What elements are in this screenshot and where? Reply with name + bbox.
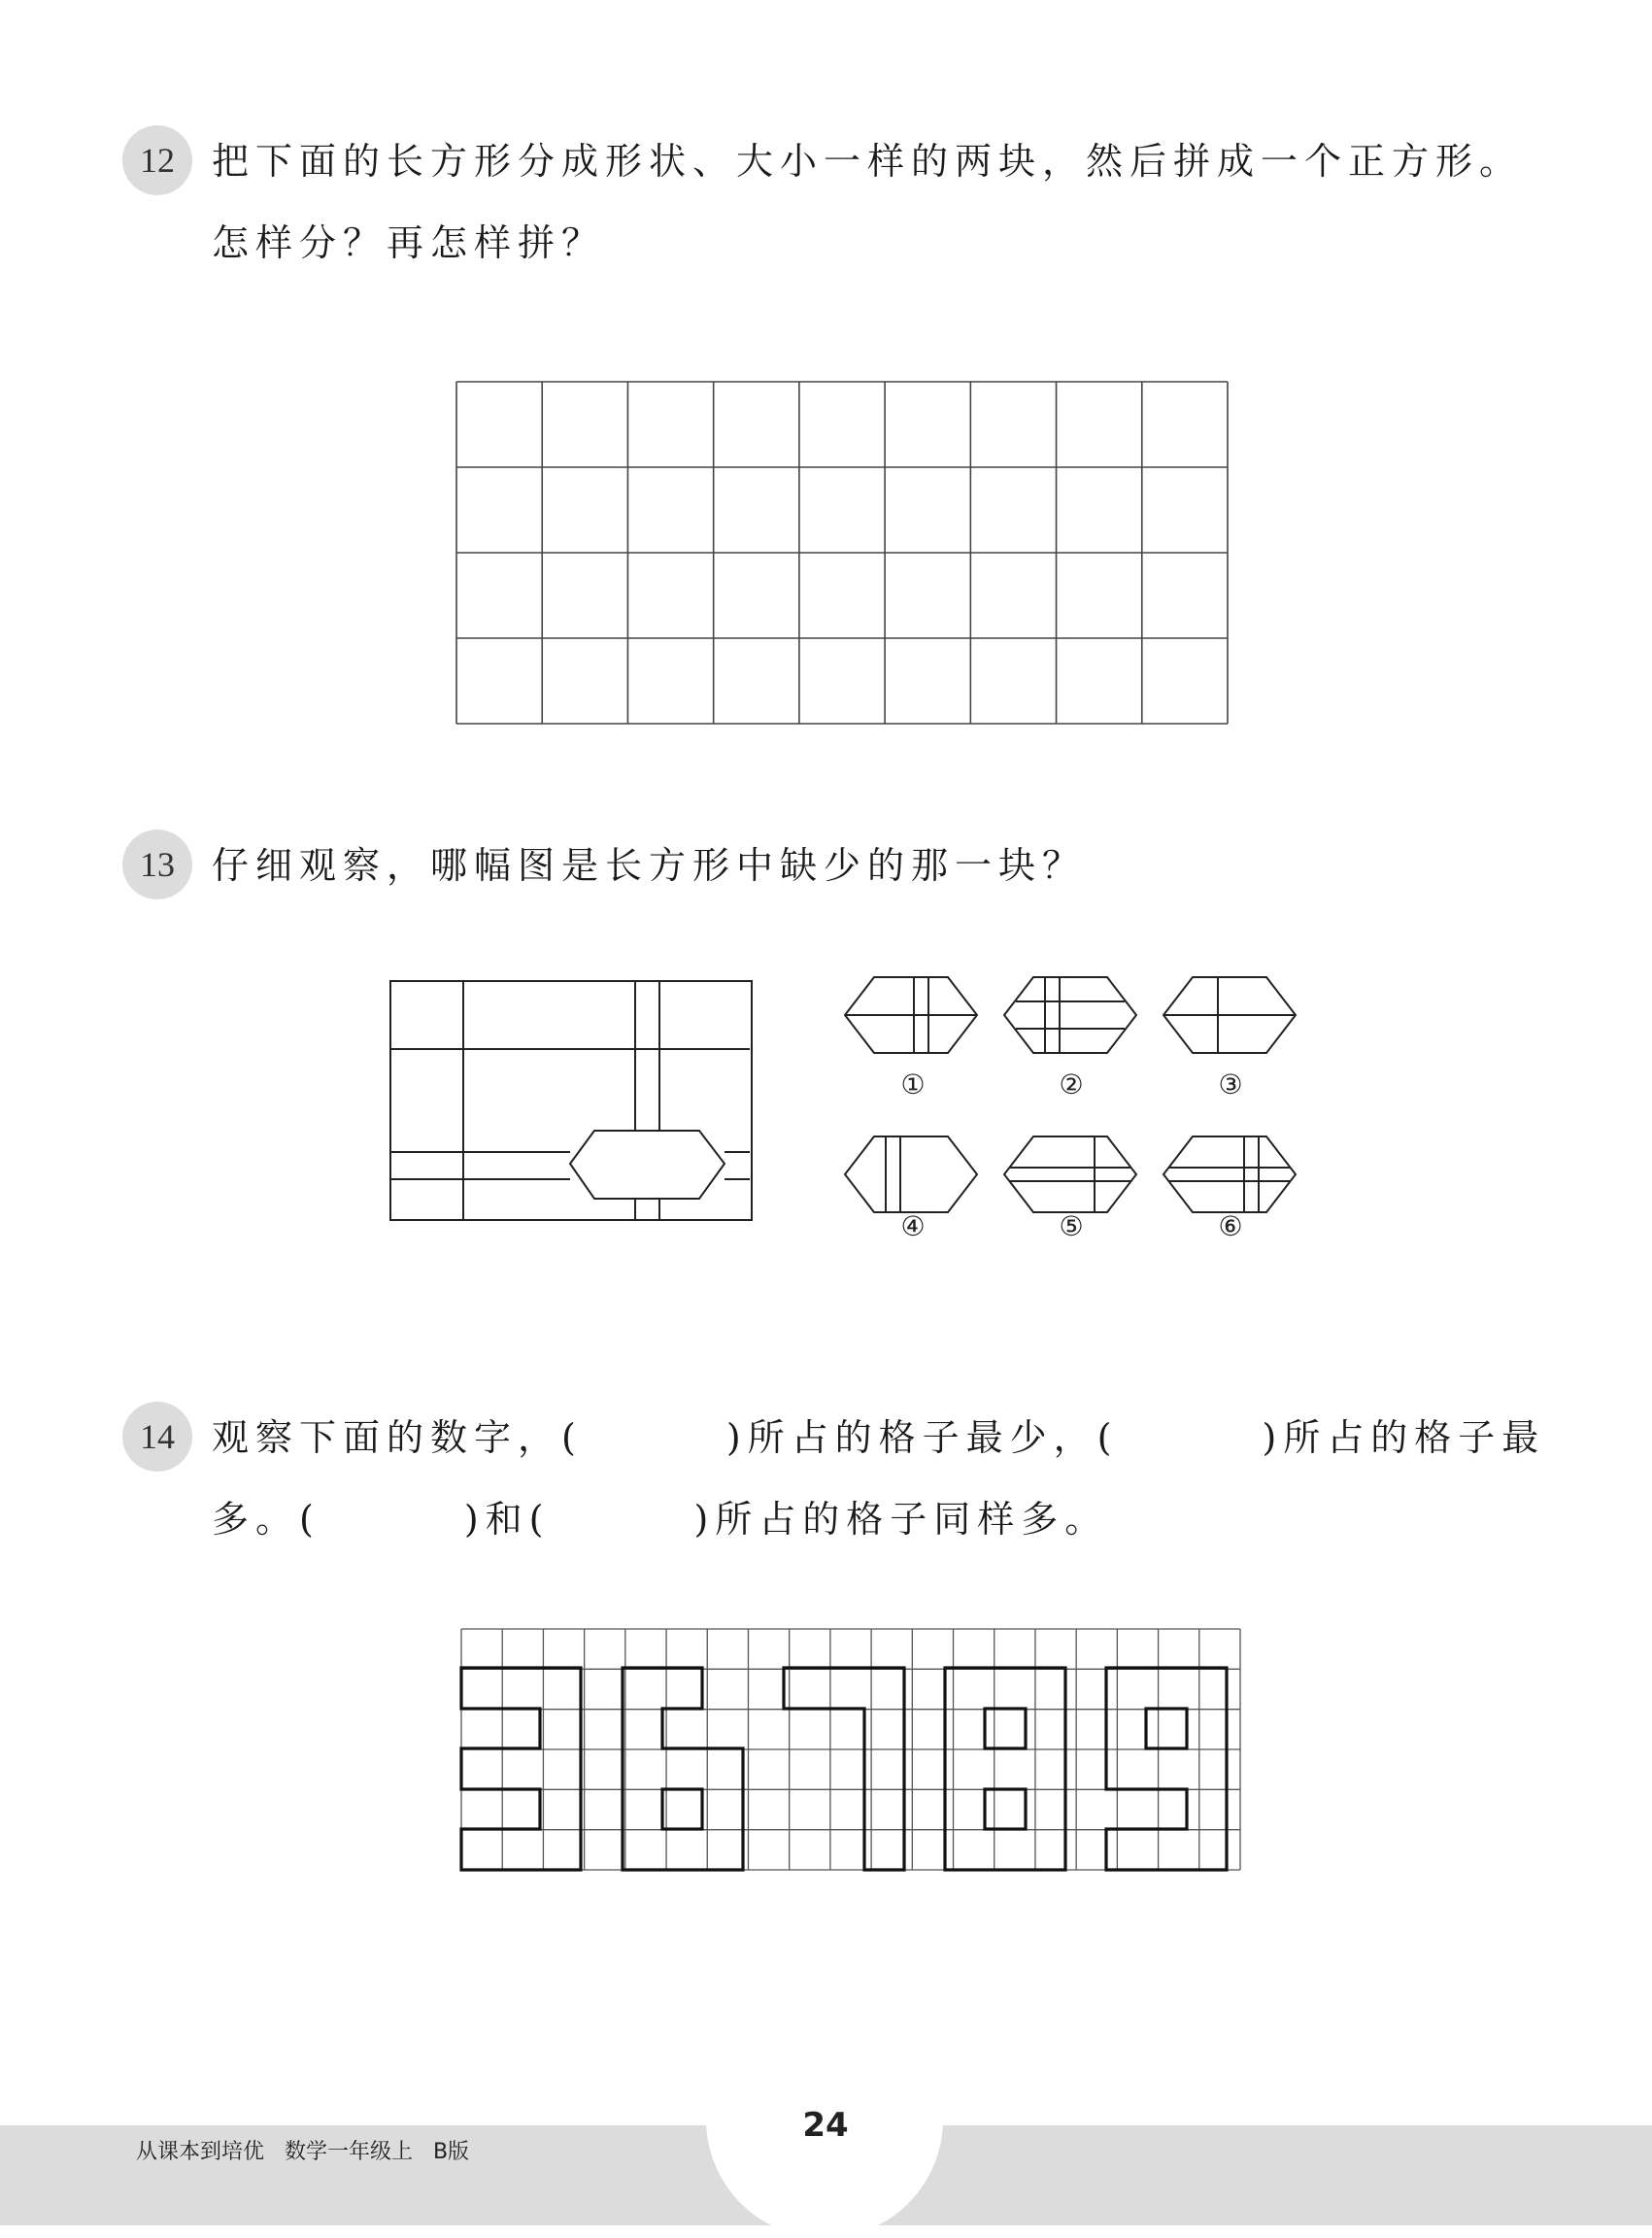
q13-option-5-label[interactable]: ⑤ xyxy=(1059,1210,1084,1242)
q13-option-2-label[interactable]: ② xyxy=(1059,1068,1084,1101)
q13-rectangle-with-missing-piece xyxy=(388,979,758,1224)
digit-9-hole xyxy=(1146,1709,1187,1748)
q13-option-4-shape xyxy=(845,1136,977,1212)
q12-rectangle-grid[interactable] xyxy=(455,380,1230,726)
digit-7-outline xyxy=(784,1668,904,1870)
digit-6-hole xyxy=(662,1789,702,1829)
q12-text-line1: 把下面的长方形分成形状、大小一样的两块，然后拼成一个正方形。 xyxy=(212,140,1524,183)
page-number: 24 xyxy=(802,2106,849,2145)
q14-line2-part-c: )所占的格子同样多。 xyxy=(693,1498,1109,1541)
q14-digit-grid xyxy=(459,1627,1242,1872)
q12-text-line2: 怎样分？再怎样拼？ xyxy=(212,221,606,264)
q13-option-5-shape xyxy=(1004,1136,1136,1212)
question-number-14: 14 xyxy=(122,1402,192,1472)
q13-option-1-label[interactable]: ① xyxy=(900,1068,926,1101)
digit-6-outline xyxy=(623,1668,743,1870)
q13-options xyxy=(837,975,1323,1228)
digit-3-outline xyxy=(461,1668,581,1870)
q14-text-line2 xyxy=(212,1496,1108,1543)
q14-line1-part-c: )所占的格子最 xyxy=(1262,1416,1546,1459)
footer-book-title: 从课本到培优 数学一年级上 B版 xyxy=(136,2140,470,2164)
digit-8-hole-top xyxy=(985,1709,1026,1748)
q14-line2-part-a: 多。( xyxy=(212,1498,320,1541)
q14-line1-part-a: 观察下面的数字，( xyxy=(212,1416,583,1459)
digit-8-hole-bottom xyxy=(985,1789,1026,1829)
q13-text-line1: 仔细观察，哪幅图是长方形中缺少的那一块？ xyxy=(212,844,1087,887)
digit-8-outline xyxy=(945,1668,1065,1870)
q14-text-line1 xyxy=(212,1414,1545,1461)
question-number-13: 13 xyxy=(122,830,192,899)
q13-option-4-label[interactable]: ④ xyxy=(900,1210,926,1242)
q13-option-6-label[interactable]: ⑥ xyxy=(1218,1210,1243,1242)
q13-option-6-shape xyxy=(1163,1136,1296,1212)
digit-9-outline xyxy=(1106,1668,1227,1870)
q13-option-1-shape xyxy=(845,977,977,1053)
question-number-12: 12 xyxy=(122,125,192,195)
q13-option-2-shape xyxy=(1004,977,1136,1053)
q13-option-3-label[interactable]: ③ xyxy=(1218,1068,1243,1101)
q13-option-3-shape xyxy=(1163,977,1296,1053)
q14-line2-part-b: )和( xyxy=(463,1498,551,1541)
q14-line1-part-b: )所占的格子最少，( xyxy=(725,1416,1119,1459)
